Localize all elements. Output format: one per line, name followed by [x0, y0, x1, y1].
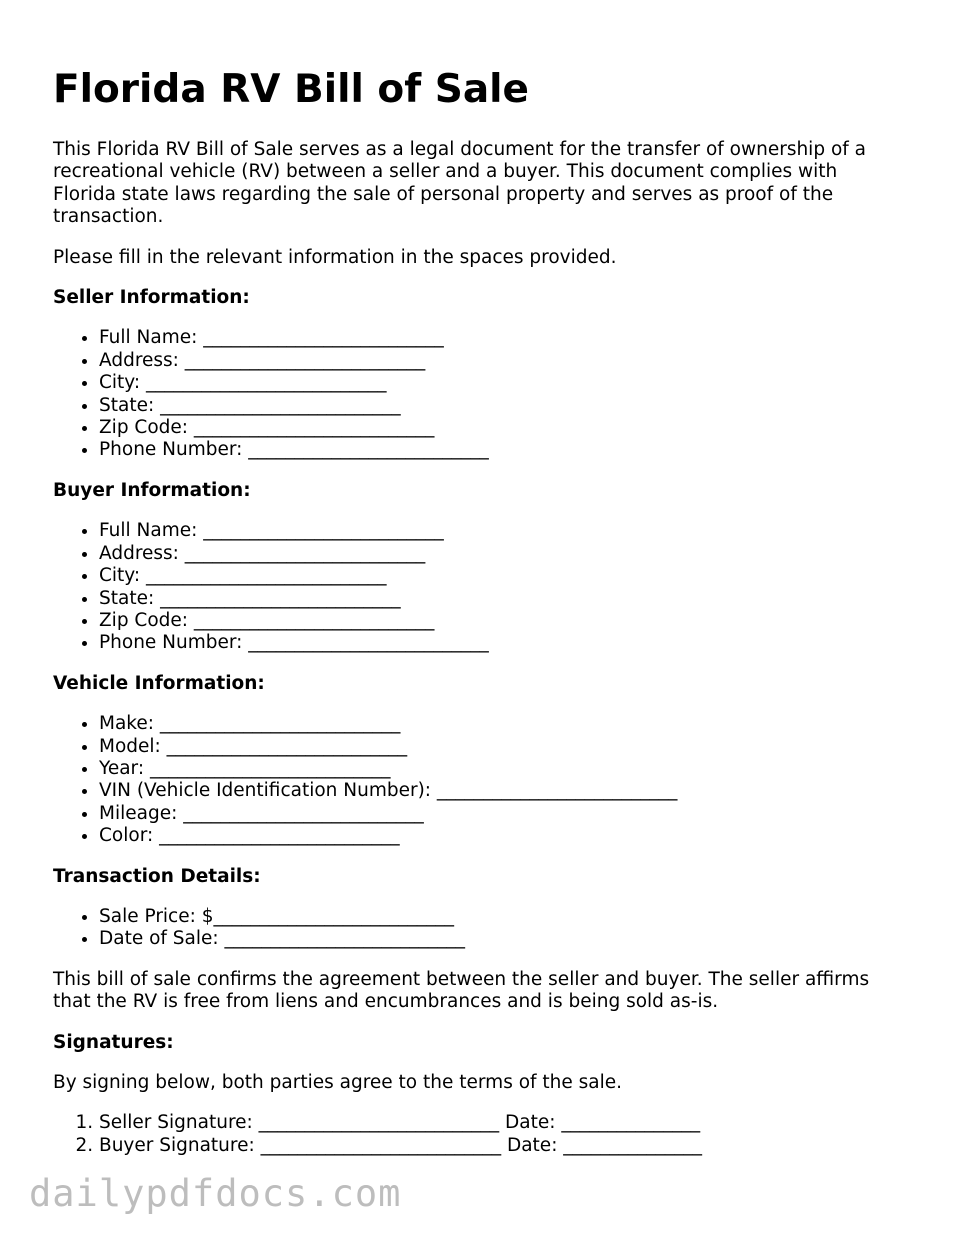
- vehicle-vin-field: • VIN (Vehicle Identification Number): __________________________: [99, 780, 903, 802]
- buyer-full-name-field: • Full Name: __________________________: [99, 520, 903, 542]
- transaction-heading: Transaction Details:: [53, 865, 261, 887]
- seller-heading: Seller Information:: [53, 287, 250, 309]
- seller-field-list: [53, 327, 903, 461]
- buyer-heading: Buyer Information:: [53, 479, 251, 501]
- seller-signature-line: 1. Seller Signature: __________________________ Date: _______________: [99, 1112, 903, 1134]
- seller-city-field: • City: __________________________: [99, 372, 903, 394]
- vehicle-mileage-field: • Mileage: __________________________: [99, 803, 903, 825]
- vehicle-field-list: [53, 713, 903, 847]
- seller-state-field: • State: __________________________: [99, 395, 903, 417]
- seller-zip-field: • Zip Code: __________________________: [99, 417, 903, 439]
- buyer-phone-field: • Phone Number: __________________________: [99, 632, 903, 654]
- signatures-heading: Signatures:: [53, 1031, 174, 1053]
- watermark: dailypdfdocs.com: [29, 1172, 402, 1215]
- intro-paragraph: This Florida RV Bill of Sale serves as a legal document for the transfer of ownership of a recreational vehicle (RV) between a seller and a buyer. This document complies with Florida state laws regarding the sale of personal property and serves as proof of the transaction.: [53, 139, 866, 228]
- vehicle-model-field: • Model: __________________________: [99, 736, 903, 758]
- vehicle-heading: Vehicle Information:: [53, 672, 265, 694]
- vehicle-year-field: • Year: __________________________: [99, 758, 903, 780]
- transaction-field-list: [53, 906, 903, 951]
- seller-phone-field: • Phone Number: __________________________: [99, 439, 903, 461]
- buyer-city-field: • City: __________________________: [99, 565, 903, 587]
- sale-price-field: • Sale Price: $__________________________: [99, 906, 903, 928]
- buyer-field-list: [53, 520, 903, 654]
- sale-date-field: • Date of Sale: __________________________: [99, 928, 903, 950]
- signature-list: [53, 1112, 903, 1157]
- buyer-address-field: • Address: __________________________: [99, 543, 903, 565]
- signatures-intro: By signing below, both parties agree to the terms of the sale.: [53, 1072, 623, 1093]
- document-title: Florida RV Bill of Sale: [53, 67, 529, 112]
- instruction-paragraph: Please fill in the relevant information in the spaces provided.: [53, 246, 617, 268]
- vehicle-color-field: • Color: __________________________: [99, 825, 903, 847]
- seller-address-field: • Address: __________________________: [99, 350, 903, 372]
- document-page: [53, 66, 903, 1175]
- confirmation-paragraph: This bill of sale confirms the agreement between the seller and buyer. The seller affirms that the RV is free from liens and encumbrances and is being sold as-is.: [53, 968, 870, 1013]
- buyer-zip-field: • Zip Code: __________________________: [99, 610, 903, 632]
- buyer-state-field: • State: __________________________: [99, 588, 903, 610]
- vehicle-make-field: • Make: __________________________: [99, 713, 903, 735]
- seller-full-name-field: • Full Name: __________________________: [99, 327, 903, 349]
- buyer-signature-line: 2. Buyer Signature: __________________________ Date: _______________: [99, 1135, 903, 1157]
